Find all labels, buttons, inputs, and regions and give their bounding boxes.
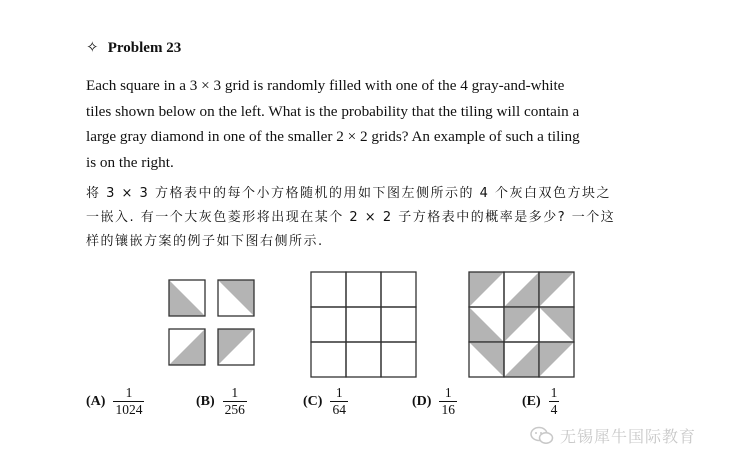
grid-cell <box>381 307 416 342</box>
english-line: is on the right. <box>86 153 174 171</box>
example-tile <box>539 307 574 342</box>
fraction-numerator: 1 <box>444 385 452 400</box>
choice-label: (E) <box>522 393 541 409</box>
choice-label: (C) <box>303 393 323 409</box>
tile-type <box>218 280 254 316</box>
example-tile <box>469 307 504 342</box>
diamond-icon: ✧ <box>86 40 99 56</box>
problem-text-chinese <box>86 182 666 254</box>
chinese-line: 样的镶嵌方案的例子如下图右侧所示. <box>86 234 324 249</box>
grid-cell <box>346 342 381 377</box>
choice-b[interactable] <box>196 385 247 418</box>
choice-label: (B) <box>196 393 215 409</box>
grid-cell <box>311 272 346 307</box>
choice-c[interactable] <box>303 385 348 418</box>
choice-e[interactable] <box>522 385 559 418</box>
answer-choices <box>86 385 606 430</box>
problem-text-english <box>86 73 646 175</box>
choice-fraction <box>223 385 247 418</box>
tile-type <box>218 329 254 365</box>
english-line: large gray diamond in one of the smaller 2 × 2 grids? An example of such a tiling <box>86 128 580 145</box>
example-tile <box>504 272 539 307</box>
fraction-denominator: 16 <box>441 402 455 417</box>
english-line: tiles shown below on the left. What is the probability that the tiling will contain a <box>86 102 580 120</box>
grid-cell <box>381 342 416 377</box>
fraction-denominator: 64 <box>332 402 346 417</box>
example-tile <box>539 342 574 377</box>
grid-cell <box>346 307 381 342</box>
choice-fraction <box>549 385 560 418</box>
fraction-numerator: 1 <box>231 385 239 400</box>
tile-type <box>169 329 205 365</box>
english-line: Each square in a 3 × 3 grid is randomly filled with one of the 4 gray-and-white <box>86 77 565 94</box>
grid-cell <box>346 272 381 307</box>
tile-type <box>169 280 205 316</box>
choice-d[interactable] <box>412 385 457 418</box>
example-tile <box>469 342 504 377</box>
watermark-text: 无锡犀牛国际教育 <box>560 427 697 446</box>
fraction-denominator: 1024 <box>115 402 143 417</box>
choice-label: (A) <box>86 393 106 409</box>
fraction-numerator: 1 <box>125 385 133 400</box>
grid-cell <box>381 272 416 307</box>
problem-title: Problem 23 <box>107 40 182 56</box>
wechat-icon <box>530 426 554 446</box>
fraction-numerator: 1 <box>335 385 343 400</box>
choice-label: (D) <box>412 393 432 409</box>
choice-a[interactable] <box>86 385 144 418</box>
fraction-numerator: 1 <box>550 385 558 400</box>
chinese-line: 一嵌入. 有一个大灰色菱形将出现在某个 2 × 2 子方格表中的概率是多少? 一个这 <box>86 210 616 225</box>
example-tile <box>504 342 539 377</box>
choice-fraction <box>439 385 457 418</box>
chinese-line: 将 3 × 3 方格表中的每个小方格随机的用如下图左侧所示的 4 个灰白双色方块之 <box>86 186 611 201</box>
choice-fraction <box>113 385 144 418</box>
tile-types-figure <box>166 277 258 369</box>
fraction-denominator: 4 <box>550 402 558 417</box>
grid-cell <box>311 307 346 342</box>
empty-grid-figure <box>309 270 419 380</box>
example-tile <box>504 307 539 342</box>
watermark <box>530 424 696 447</box>
example-tiling-figure <box>467 270 577 380</box>
fraction-denominator: 256 <box>224 402 245 417</box>
choice-fraction <box>330 385 348 418</box>
example-tile <box>539 272 574 307</box>
example-tile <box>469 272 504 307</box>
grid-cell <box>311 342 346 377</box>
problem-heading <box>86 38 181 57</box>
